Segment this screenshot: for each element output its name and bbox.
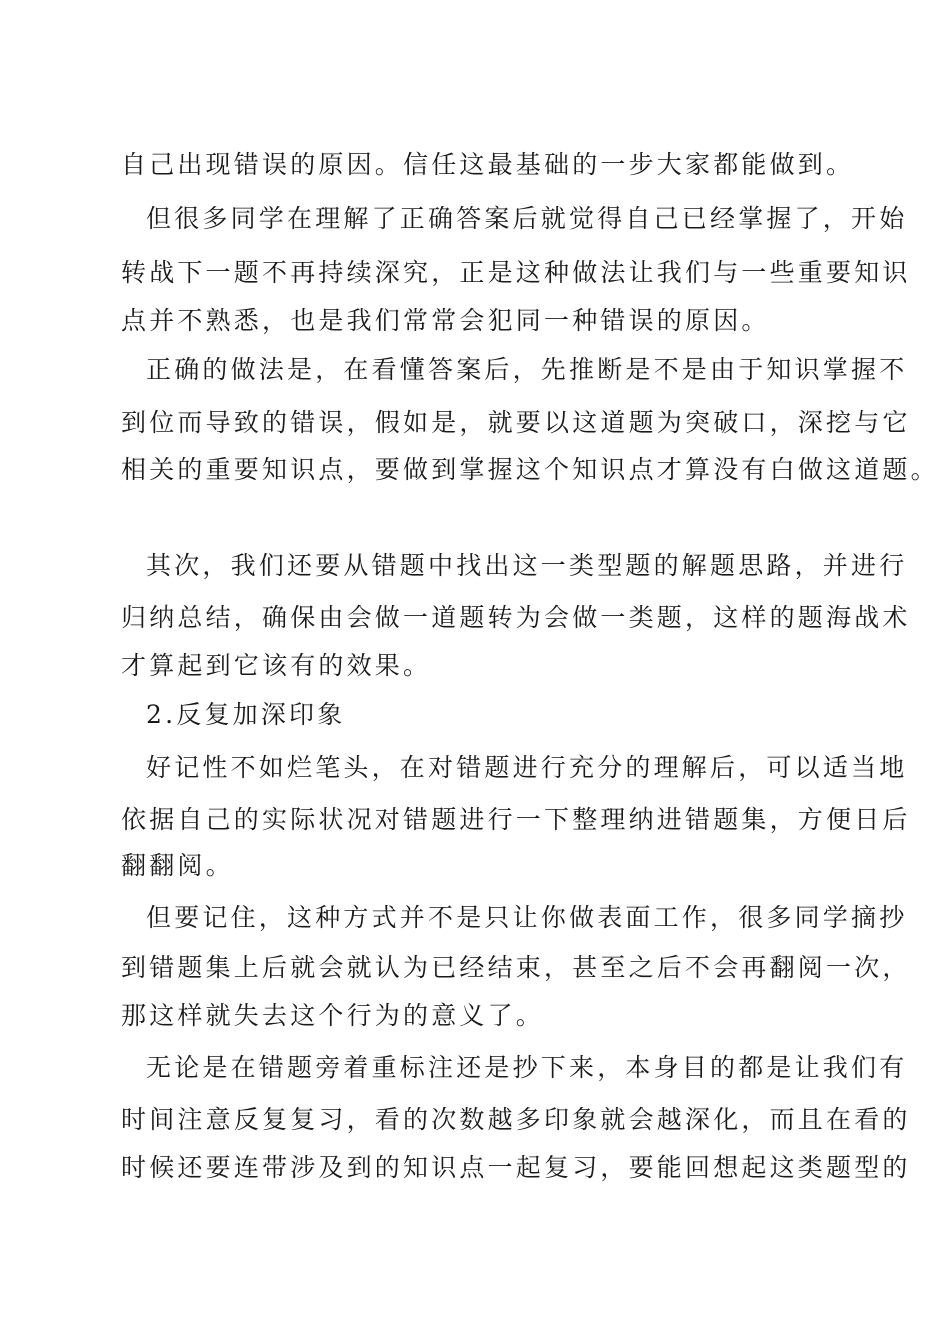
text-line: 依据自己的实际状况对错题进行一下整理纳进错题集，方便日后 — [121, 805, 911, 834]
text-line: 归纳总结，确保由会做一道题转为会做一类题，这样的题海战术 — [121, 603, 911, 632]
text-line: 到位而导致的错误，假如是，就要以这道题为突破口，深挖与它 — [121, 408, 911, 437]
text-line: 到错题集上后就会就认为已经结束，甚至之后不会再翻阅一次， — [121, 953, 911, 982]
paragraph-first-line: 但很多同学在理解了正确答案后就觉得自己已经掌握了，开始 — [146, 204, 908, 233]
text-line: 时间注意反复复习，看的次数越多印象就会越深化，而且在看的 — [121, 1105, 911, 1134]
paragraph-first-line: 无论是在错题旁着重标注还是抄下来，本身目的都是让我们有 — [146, 1053, 908, 1082]
section-heading: 2.反复加深印象 — [146, 700, 346, 729]
paragraph-first-line: 正确的做法是，在看懂答案后，先推断是不是由于知识掌握不 — [146, 355, 908, 384]
text-line: 自己出现错误的原因。信任这最基础的一步大家都能做到。 — [121, 150, 855, 179]
text-line: 翻翻阅。 — [121, 851, 234, 880]
text-line: 才算起到它该有的效果。 — [121, 651, 432, 680]
text-line: 相关的重要知识点，要做到掌握这个知识点才算没有白做这道题。 — [121, 455, 939, 484]
text-line: 转战下一题不再持续深究，正是这种做法让我们与一些重要知识 — [121, 258, 911, 287]
text-line: 那这样就失去这个行为的意义了。 — [121, 1001, 545, 1030]
paragraph-first-line: 好记性不如烂笔头，在对错题进行充分的理解后，可以适当地 — [146, 753, 908, 782]
text-line: 时候还要连带涉及到的知识点一起复习，要能回想起这类题型的 — [121, 1153, 911, 1182]
paragraph-first-line: 但要记住，这种方式并不是只让你做表面工作，很多同学摘抄 — [146, 903, 908, 932]
paragraph-first-line: 其次，我们还要从错题中找出这一类型题的解题思路，并进行 — [146, 551, 908, 580]
text-line: 点并不熟悉，也是我们常常会犯同一种错误的原因。 — [121, 306, 770, 335]
